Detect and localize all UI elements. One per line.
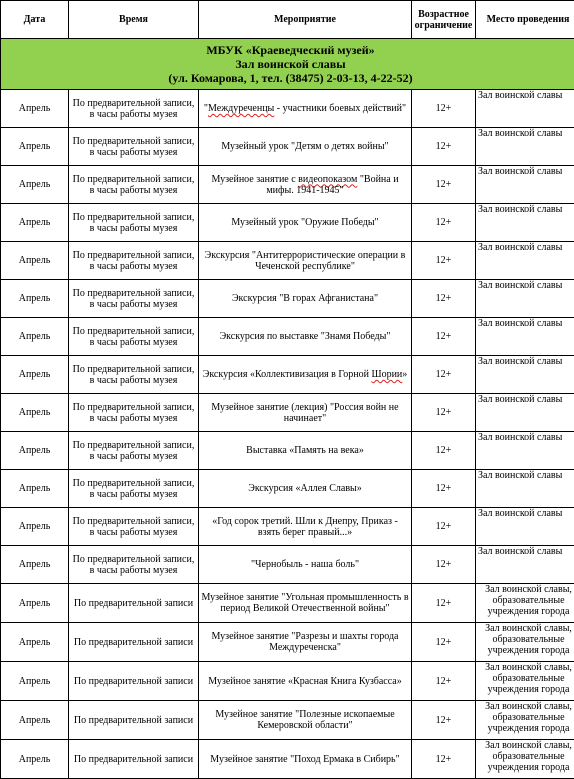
spellcheck-word: Шории [371, 369, 402, 380]
date-cell: Апрель [1, 356, 69, 394]
table-row [1, 740, 574, 779]
table-row [1, 90, 574, 128]
table-row [1, 166, 574, 204]
event-cell: Экскурсия по выставке "Знамя Победы" [199, 318, 412, 356]
place-cell: Зал воинской славы [476, 546, 574, 584]
age-cell: 12+ [412, 432, 476, 470]
time-cell: По предварительной записи, в часы работы музея [69, 394, 199, 432]
date-cell: Апрель [1, 204, 69, 242]
age-cell: 12+ [412, 662, 476, 701]
table-row [1, 242, 574, 280]
table-row [1, 432, 574, 470]
venue-cell [1, 39, 574, 90]
header-place: Место проведения [476, 1, 574, 39]
place-cell: Зал воинской славы [476, 318, 574, 356]
event-cell: "Чернобыль - наша боль" [199, 546, 412, 584]
place-cell: Зал воинской славы [476, 204, 574, 242]
table-row [1, 280, 574, 318]
time-cell: По предварительной записи, в часы работы музея [69, 280, 199, 318]
table-row [1, 584, 574, 623]
time-cell: По предварительной записи, в часы работы музея [69, 546, 199, 584]
time-cell: По предварительной записи, в часы работы музея [69, 356, 199, 394]
age-cell: 12+ [412, 623, 476, 662]
venue-address: (ул. Комарова, 1, тел. (38475) 2-03-13, 4-22-52) [2, 71, 574, 85]
table-row [1, 662, 574, 701]
table-row [1, 701, 574, 740]
age-cell: 12+ [412, 318, 476, 356]
place-cell: Зал воинской славы [476, 280, 574, 318]
place-cell: Зал воинской славы, образовательные учреждения города [476, 662, 574, 701]
event-cell: Музейное занятие "Полезные ископаемые Кемеровской области" [199, 701, 412, 740]
date-cell: Апрель [1, 432, 69, 470]
time-cell: По предварительной записи, в часы работы музея [69, 242, 199, 280]
table-row [1, 623, 574, 662]
place-cell: Зал воинской славы, образовательные учреждения города [476, 584, 574, 623]
time-cell: По предварительной записи, в часы работы музея [69, 508, 199, 546]
venue-name: МБУК «Краеведческий музей» [2, 43, 574, 57]
place-cell: Зал воинской славы [476, 90, 574, 128]
table-row [1, 318, 574, 356]
date-cell: Апрель [1, 318, 69, 356]
date-cell: Апрель [1, 740, 69, 779]
age-cell: 12+ [412, 280, 476, 318]
date-cell: Апрель [1, 90, 69, 128]
event-cell: Экскурсия «Коллективизация в Горной Шории» [199, 356, 412, 394]
event-cell: Музейное занятие "Угольная промышленность в период Великой Отечественной войны" [199, 584, 412, 623]
event-cell: Музейное занятие "Разрезы и шахты города Междуреченска" [199, 623, 412, 662]
time-cell: По предварительной записи [69, 662, 199, 701]
date-cell: Апрель [1, 662, 69, 701]
venue-row [1, 39, 574, 90]
table-row [1, 470, 574, 508]
header-event: Мероприятие [199, 1, 412, 39]
place-cell: Зал воинской славы [476, 242, 574, 280]
event-cell: Музейное занятие (лекция) "Россия войн не начинает" [199, 394, 412, 432]
place-cell: Зал воинской славы, образовательные учреждения города [476, 701, 574, 740]
age-cell: 12+ [412, 546, 476, 584]
time-cell: По предварительной записи, в часы работы музея [69, 318, 199, 356]
date-cell: Апрель [1, 508, 69, 546]
date-cell: Апрель [1, 470, 69, 508]
date-cell: Апрель [1, 280, 69, 318]
place-cell: Зал воинской славы [476, 432, 574, 470]
table-row [1, 394, 574, 432]
date-cell: Апрель [1, 584, 69, 623]
event-cell: Экскурсия "В горах Афганистана" [199, 280, 412, 318]
event-cell: Выставка «Память на века» [199, 432, 412, 470]
time-cell: По предварительной записи, в часы работы музея [69, 470, 199, 508]
table-row [1, 128, 574, 166]
event-cell: Музейное занятие «Красная Книга Кузбасса» [199, 662, 412, 701]
date-cell: Апрель [1, 623, 69, 662]
place-cell: Зал воинской славы [476, 166, 574, 204]
time-cell: По предварительной записи, в часы работы музея [69, 204, 199, 242]
event-cell: Музейное занятие "Поход Ермака в Сибирь" [199, 740, 412, 779]
date-cell: Апрель [1, 242, 69, 280]
date-cell: Апрель [1, 166, 69, 204]
place-cell: Зал воинской славы, образовательные учреждения города [476, 740, 574, 779]
time-cell: По предварительной записи [69, 701, 199, 740]
time-cell: По предварительной записи [69, 584, 199, 623]
age-cell: 12+ [412, 584, 476, 623]
table-row [1, 356, 574, 394]
place-cell: Зал воинской славы [476, 356, 574, 394]
time-cell: По предварительной записи, в часы работы музея [69, 90, 199, 128]
event-cell: Экскурсия "Антитеррористические операции в Чеченской республике" [199, 242, 412, 280]
place-cell: Зал воинской славы [476, 394, 574, 432]
age-cell: 12+ [412, 242, 476, 280]
time-cell: По предварительной записи, в часы работы музея [69, 128, 199, 166]
time-cell: По предварительной записи [69, 740, 199, 779]
header-time: Время [69, 1, 199, 39]
age-cell: 12+ [412, 701, 476, 740]
age-cell: 12+ [412, 128, 476, 166]
age-cell: 12+ [412, 394, 476, 432]
spellcheck-word: видеопоказом [298, 174, 357, 185]
place-cell: Зал воинской славы [476, 470, 574, 508]
table-row [1, 508, 574, 546]
date-cell: Апрель [1, 128, 69, 166]
age-cell: 12+ [412, 470, 476, 508]
date-cell: Апрель [1, 701, 69, 740]
header-row [1, 1, 574, 39]
table-row [1, 204, 574, 242]
event-cell: «Год сорок третий. Шли к Днепру, Приказ - взять берег правый...» [199, 508, 412, 546]
place-cell: Зал воинской славы [476, 508, 574, 546]
header-date: Дата [1, 1, 69, 39]
age-cell: 12+ [412, 204, 476, 242]
age-cell: 12+ [412, 166, 476, 204]
date-cell: Апрель [1, 546, 69, 584]
age-cell: 12+ [412, 508, 476, 546]
venue-hall: Зал воинской славы [2, 57, 574, 71]
age-cell: 12+ [412, 90, 476, 128]
time-cell: По предварительной записи, в часы работы музея [69, 166, 199, 204]
table-row [1, 546, 574, 584]
spellcheck-word: Междуреченцы [208, 103, 274, 114]
age-cell: 12+ [412, 356, 476, 394]
header-age: Возрастное ограничение [412, 1, 476, 39]
event-cell: Музейное занятие с видеопоказом "Война и мифы. 1941-1945" [199, 166, 412, 204]
age-cell: 12+ [412, 740, 476, 779]
event-cell: "Междуреченцы - участники боевых действий" [199, 90, 412, 128]
date-cell: Апрель [1, 394, 69, 432]
time-cell: По предварительной записи, в часы работы музея [69, 432, 199, 470]
place-cell: Зал воинской славы, образовательные учреждения города [476, 623, 574, 662]
event-cell: Музейный урок "Оружие Победы" [199, 204, 412, 242]
place-cell: Зал воинской славы [476, 128, 574, 166]
event-cell: Музейный урок "Детям о детях войны" [199, 128, 412, 166]
event-cell: Экскурсия «Аллея Славы» [199, 470, 412, 508]
time-cell: По предварительной записи [69, 623, 199, 662]
